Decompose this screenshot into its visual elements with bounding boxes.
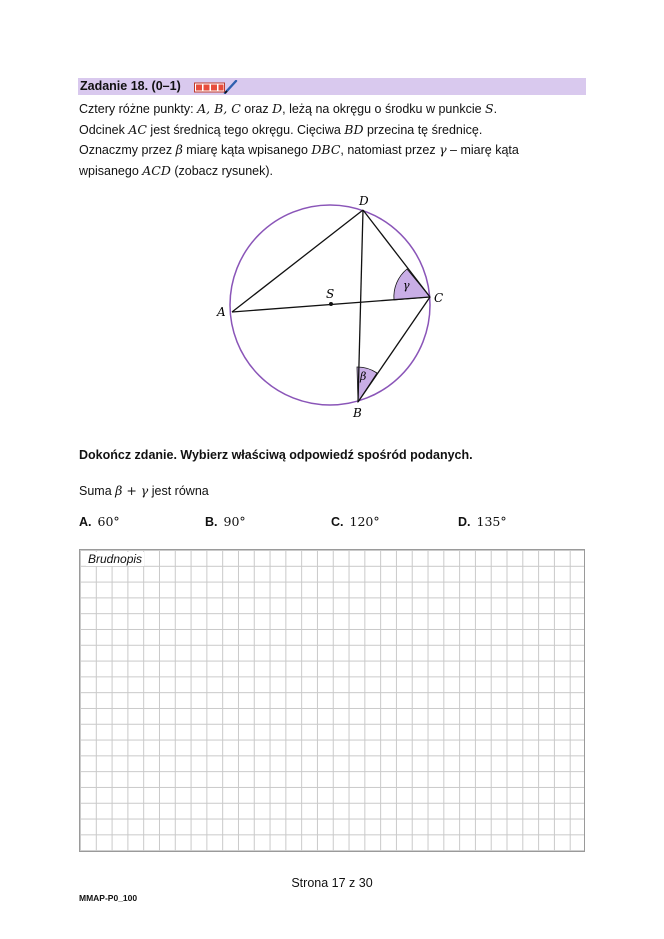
answer-key-pencil-icon (194, 80, 238, 94)
instruction-text: Dokończ zdanie. Wybierz właściwą odpowiedź spośród podanych. (79, 448, 473, 462)
task-description (79, 99, 589, 181)
label-s: S (326, 287, 335, 301)
answer-option-b[interactable] (205, 514, 246, 530)
option-letter: A. (79, 515, 92, 529)
text: , natomiast przez (340, 143, 436, 157)
math-expression: β + γ (115, 483, 149, 498)
math-segment: BD (344, 121, 364, 137)
text: , leżą na okręgu o środku w punkcie (282, 102, 482, 116)
answer-option-c[interactable] (331, 514, 380, 530)
option-value: 135° (476, 514, 507, 529)
math-angle: γ (439, 142, 447, 157)
text: . (493, 102, 498, 116)
answer-options (0, 514, 664, 532)
label-a: A (217, 305, 226, 319)
text: Odcinek (79, 122, 125, 137)
answer-option-d[interactable] (458, 514, 507, 530)
text: przecina tę średnicę. (366, 122, 483, 137)
answer-option-a[interactable] (79, 514, 120, 530)
page-number: Strona 17 z 30 (291, 876, 373, 890)
label-d: D (359, 194, 369, 208)
option-value: 90° (223, 514, 246, 529)
option-value: 120° (349, 514, 380, 529)
document-code: MMAP-P0_100 (79, 893, 138, 903)
option-letter: C. (331, 515, 344, 529)
label-gamma: γ (403, 279, 410, 292)
question-text (79, 483, 209, 499)
description-line-3 (79, 140, 589, 161)
option-letter: D. (458, 515, 471, 529)
description-line-1 (79, 99, 589, 120)
text: jest średnicą tego okręgu. Cięciwa (150, 122, 341, 137)
label-c: C (434, 291, 444, 305)
text: wpisanego (79, 163, 139, 178)
scratch-grid (79, 549, 585, 852)
text: (zobacz rysunek). (174, 163, 274, 178)
option-value: 60° (97, 514, 120, 529)
text: Suma (79, 484, 112, 498)
math-angle: DBC (311, 142, 341, 157)
math-points: A, B, C (197, 101, 241, 116)
task-title: Zadanie 18. (0–1) (80, 79, 181, 93)
text: – miarę kąta (450, 143, 519, 157)
math-segment: AC (128, 121, 147, 137)
math-angle: ACD (142, 162, 171, 178)
text: miarę kąta wpisanego (186, 143, 308, 157)
math-point: S (485, 101, 494, 116)
label-beta: β (360, 370, 367, 383)
scratch-label: Brudnopis (88, 552, 143, 566)
text: oraz (244, 102, 269, 116)
circle-figure (200, 185, 460, 425)
math-angle: β (175, 142, 183, 157)
description-line-2 (79, 120, 589, 141)
text: Cztery różne punkty: (79, 102, 194, 116)
center-point (329, 302, 333, 306)
text: jest równa (151, 484, 209, 498)
label-b: B (353, 406, 362, 420)
text: Oznaczmy przez (79, 143, 173, 157)
option-letter: B. (205, 515, 218, 529)
chord-ad (232, 210, 363, 312)
math-point: D (272, 101, 283, 116)
description-line-4 (79, 161, 589, 182)
